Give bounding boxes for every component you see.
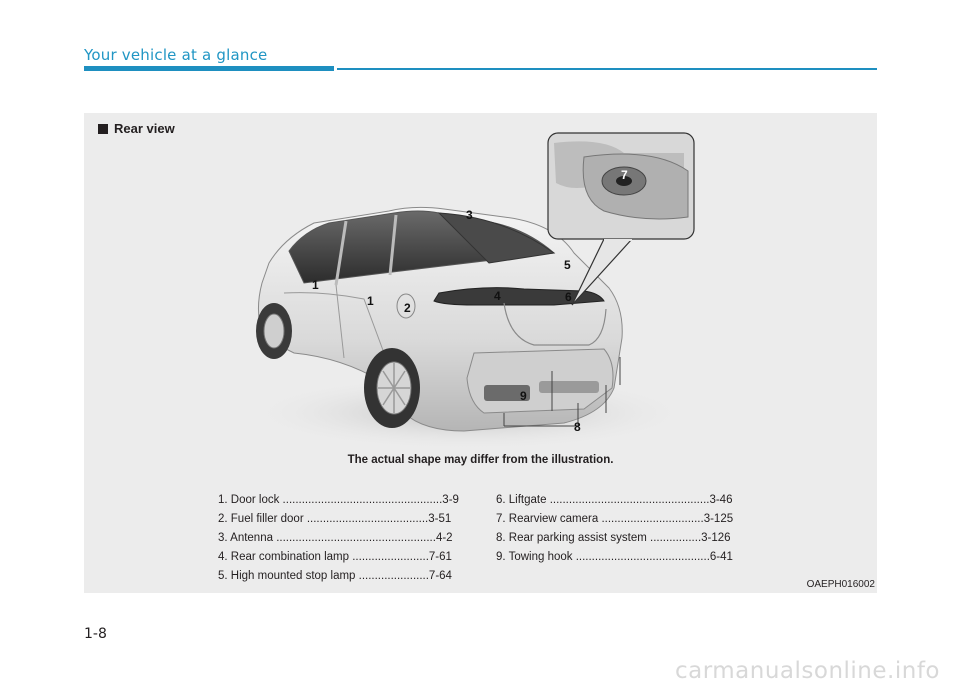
list-item: 9. Towing hook ..........................................6-41 <box>496 551 733 563</box>
page-number: 1-8 <box>84 626 107 642</box>
callout-6: 6 <box>565 290 572 304</box>
list-item: 8. Rear parking assist system ................3-126 <box>496 532 731 544</box>
callout-3: 3 <box>466 208 473 222</box>
parts-list-left <box>218 491 473 586</box>
callout-1-rear-door: 1 <box>367 294 374 308</box>
list-item: 4. Rear combination lamp ........................7-61 <box>218 551 452 563</box>
section-title: Your vehicle at a glance <box>84 46 268 64</box>
header-rule-thin <box>337 68 877 70</box>
list-item: 6. Liftgate ..................................................3-46 <box>496 494 733 506</box>
callout-7: 7 <box>621 168 628 182</box>
list-item: 1. Door lock ..................................................3-9 <box>218 494 459 506</box>
list-item: 3. Antenna ..................................................4-2 <box>218 532 453 544</box>
header-rule-thick <box>84 66 334 71</box>
callout-2: 2 <box>404 301 411 315</box>
car-rear-illustration <box>84 113 877 453</box>
callout-9: 9 <box>520 389 527 403</box>
list-item: 7. Rearview camera ................................3-125 <box>496 513 734 525</box>
callout-5: 5 <box>564 258 571 272</box>
rear-view-panel <box>84 113 877 593</box>
watermark: carmanualsonline.info <box>674 658 940 684</box>
callout-8: 8 <box>574 420 581 434</box>
callout-4: 4 <box>494 289 501 303</box>
panel-heading-text: Rear view <box>114 121 175 136</box>
figure-code: OAEPH016002 <box>806 579 875 590</box>
callout-1-front-door: 1 <box>312 278 319 292</box>
illustration-caption: The actual shape may differ from the illustration. <box>347 454 614 466</box>
list-item: 5. High mounted stop lamp ......................7-64 <box>218 570 452 582</box>
list-item: 2. Fuel filler door ......................................3-51 <box>218 513 452 525</box>
parts-list-right <box>496 491 748 567</box>
